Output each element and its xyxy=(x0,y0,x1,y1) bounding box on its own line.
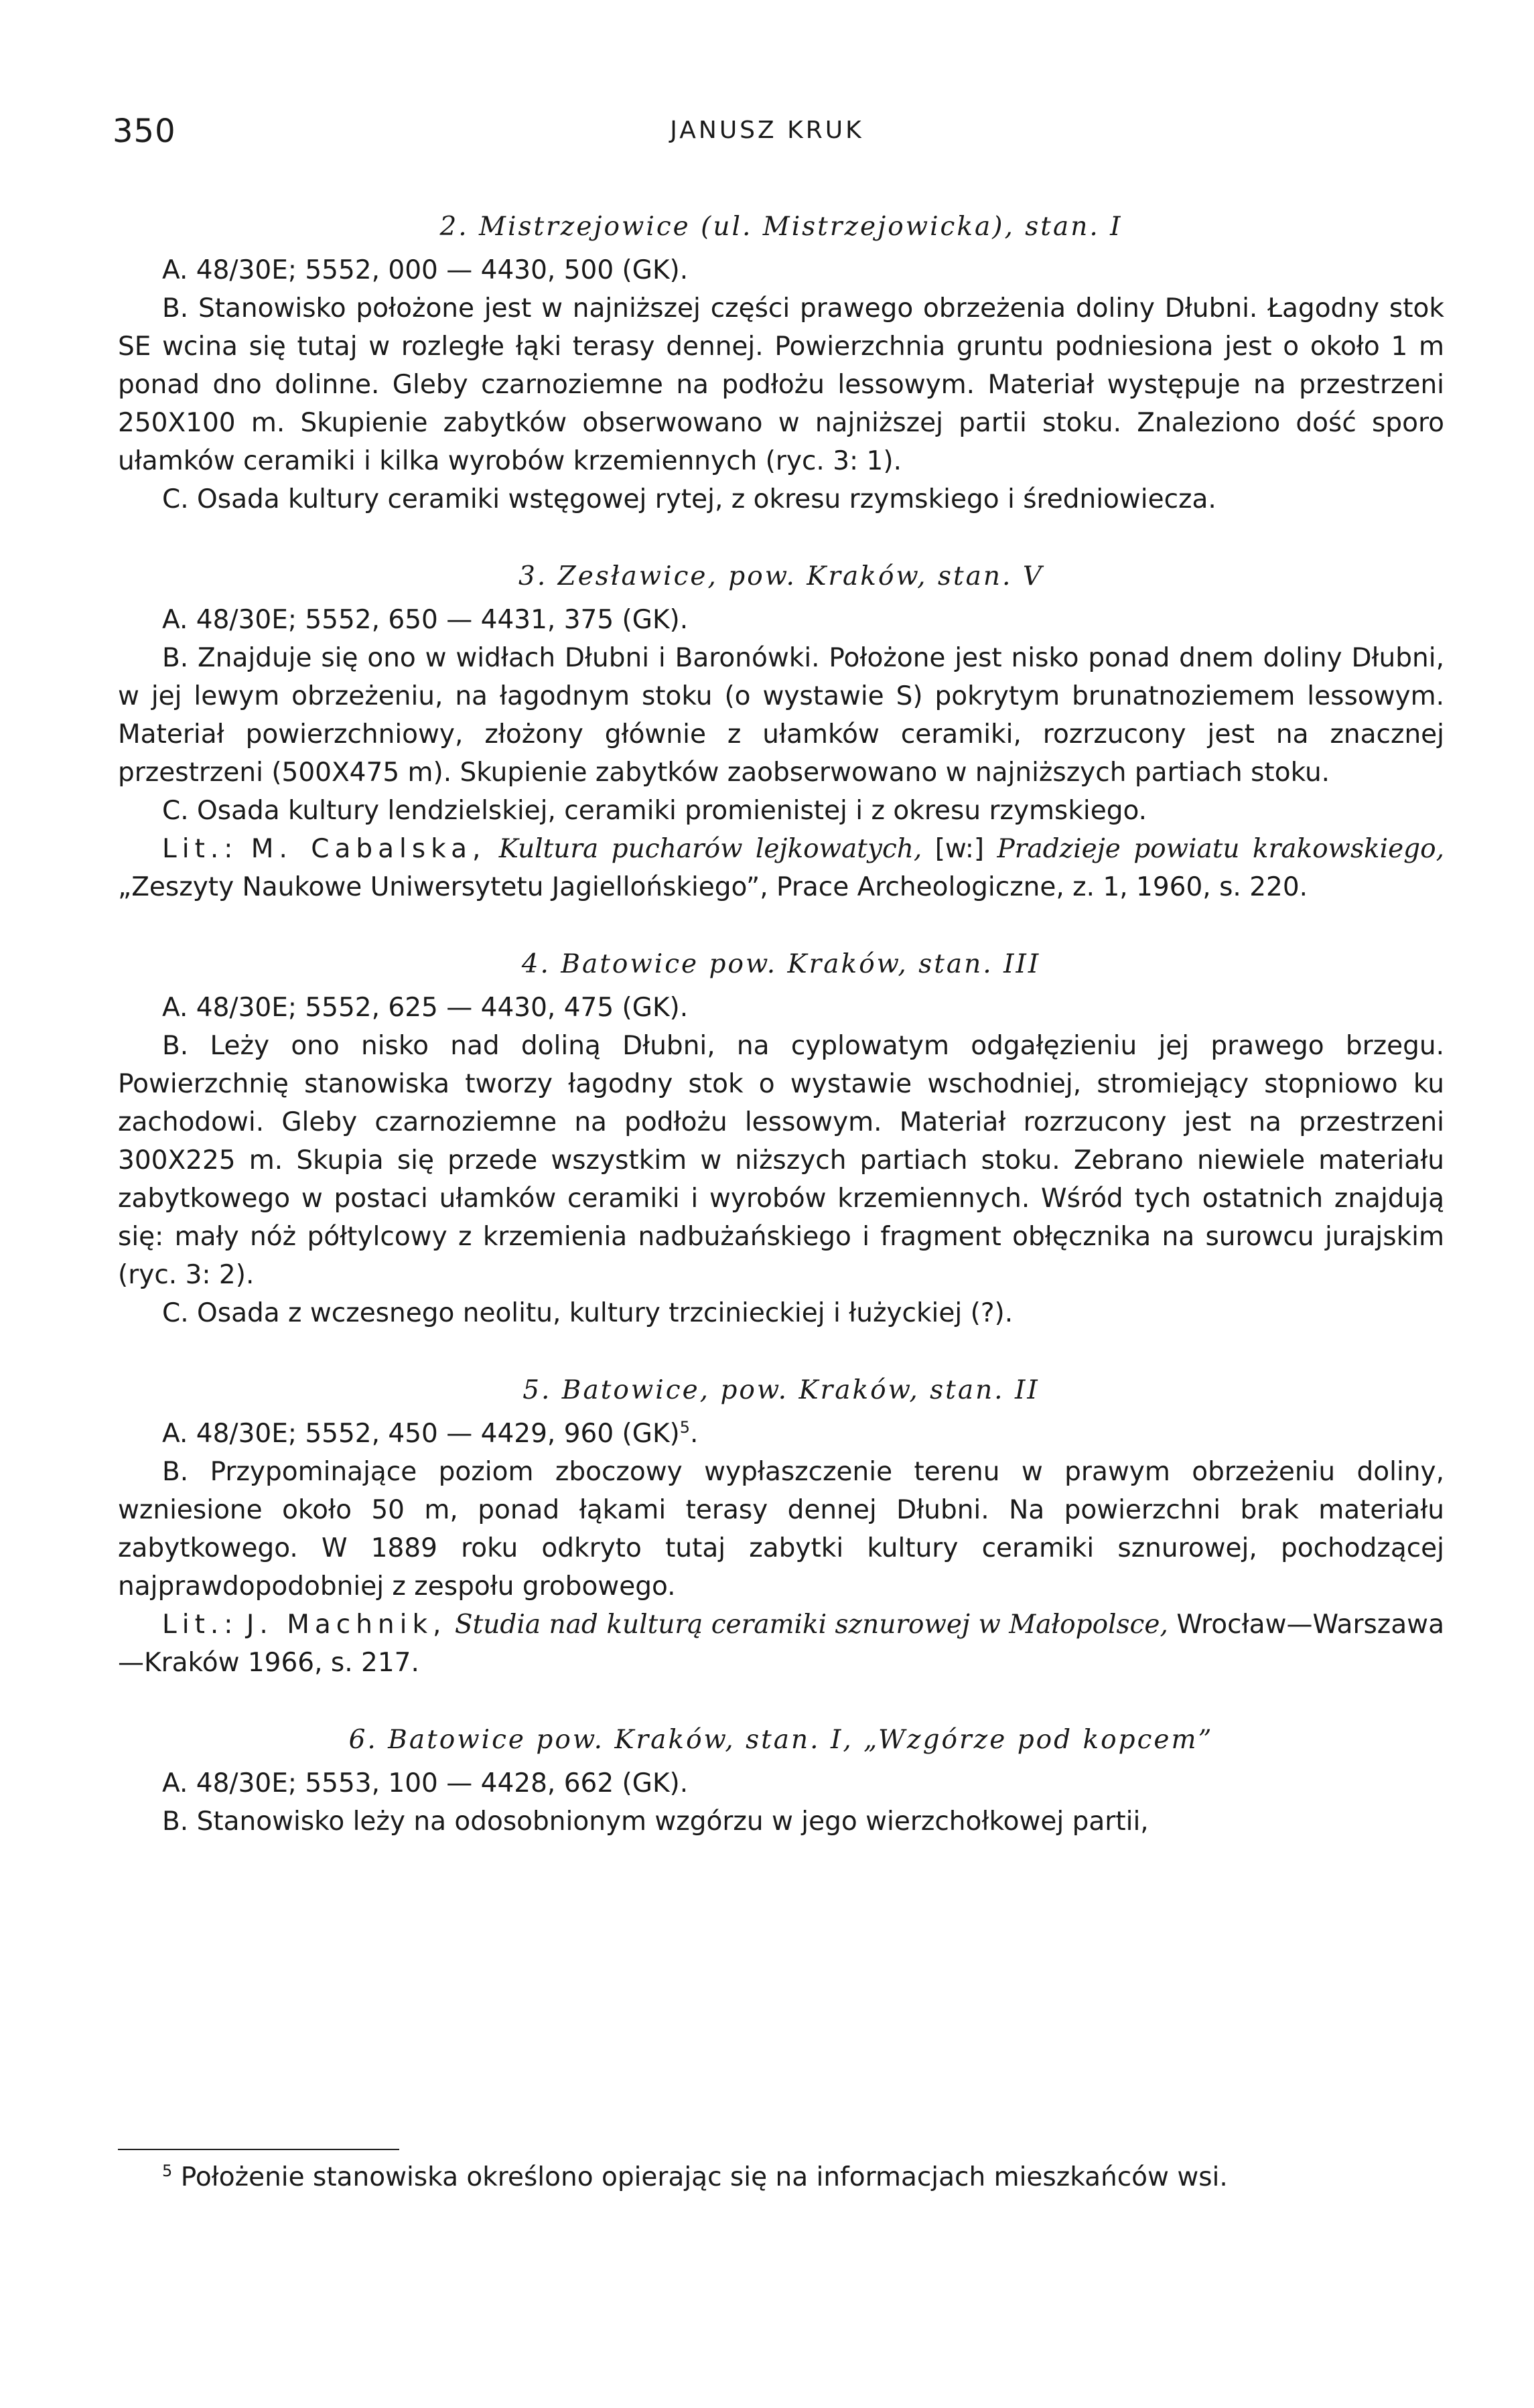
entry-a: A. 48/30E; 5552, 625 — 4430, 475 (GK). xyxy=(162,993,689,1023)
entry-c: C. Osada kultury lendzielskiej, ceramiki promienistej i z okresu rzymskiego. xyxy=(162,796,1147,826)
site-title: 4. Batowice pow. Kraków, stan. III xyxy=(521,949,1041,979)
page-number: 350 xyxy=(113,113,176,150)
site-entry xyxy=(118,557,1444,906)
main-text xyxy=(118,208,1444,1880)
entry-a: A. 48/30E; 5552, 450 — 4429, 960 (GK)$^5$. xyxy=(162,1418,699,1449)
entry-b: B. Przypominające poziom zboczowy wypłaszczenie terenu w prawym obrzeżeniu doliny, wzniesione około 50 m, ponad łąkami terasy dennej Dłubni. Na powierzchni brak materiału zabytkowego. W 1889 roku odkryto tutaj zabytki kultury ceramiki sznurowej, pochodzącej najprawdopodobniej z zespołu grobowego. xyxy=(118,1457,1444,1602)
site-title: 3. Zesławice, pow. Kraków, stan. V xyxy=(518,561,1044,591)
entry-b: B. Stanowisko leży na odosobnionym wzgórzu w jego wierzchołkowej partii, xyxy=(162,1807,1149,1837)
footnote: $^5$ Położenie stanowiska określono opierając się na informacjach mieszkańców wsi. xyxy=(162,2162,1228,2192)
entry-a: A. 48/30E; 5552, 000 — 4430, 500 (GK). xyxy=(162,255,689,285)
site-entry xyxy=(118,1371,1444,1682)
literature: Lit.: J. Machnik, Studia nad kulturą ceramiki sznurowej w Małopolsce, Wrocław—Warszawa—Kraków 1966, s. 217. xyxy=(118,1610,1444,1678)
literature: Lit.: M. Cabalska, Kultura pucharów lejkowatych, [w:] Pradzieje powiatu krakowskiego, „Zeszyty Naukowe Uniwersytetu Jagiellońskiego”, Prace Archeologiczne, z. 1, 1960, s. 220. xyxy=(118,834,1444,902)
site-entry xyxy=(118,1721,1444,1841)
entry-b: B. Znajduje się ono w widłach Dłubni i Baronówki. Położone jest nisko ponad dnem doliny Dłubni, w jej lewym obrzeżeniu, na łagodnym stoku (o wystawie S) pokrytym brunatnoziemem lessowym. Materiał powierzchniowy, złożony głównie z ułamków ceramiki, rozrzucony jest na znacznej przestrzeni (500X475 m). Skupienie zabytków zaobserwowano w najniższych partiach stoku. xyxy=(118,643,1444,788)
entry-c: C. Osada z wczesnego neolitu, kultury trzcinieckiej i łużyckiej (?). xyxy=(162,1298,1014,1328)
footnote-divider xyxy=(118,2149,399,2150)
entry-b: B. Leży ono nisko nad doliną Dłubni, na cyplowatym odgałęzieniu jej prawego brzegu. Powierzchnię stanowiska tworzy łagodny stok o wystawie wschodniej, stromiejący stopniowo ku zachodowi. Gleby czarnoziemne na podłożu lessowym. Materiał rozrzucony jest na przestrzeni 300X225 m. Skupia się przede wszystkim w niższych partiach stoku. Zebrano niewiele materiału zabytkowego w postaci ułamków ceramiki i wyrobów krzemiennych. Wśród tych ostatnich znajdują się: mały nóż półtylcowy z krzemienia nadbużańskiego i fragment obłęcznika na surowcu jurajskim (ryc. 3: 2). xyxy=(118,1031,1445,1290)
site-title: 5. Batowice, pow. Kraków, stan. II xyxy=(522,1375,1040,1405)
site-title: 2. Mistrzejowice (ul. Mistrzejowicka), stan. I xyxy=(439,212,1123,242)
entry-c: C. Osada kultury ceramiki wstęgowej rytej, z okresu rzymskiego i średniowiecza. xyxy=(162,484,1216,514)
footnote-ref: 5 xyxy=(679,1418,691,1437)
entry-b: B. Stanowisko położone jest w najniższej części prawego obrzeżenia doliny Dłubni. Łagodny stok SE wcina się tutaj w rozległe łąki terasy dennej. Powierzchnia gruntu podniesiona jest o około 1 m ponad dno dolinne. Gleby czarnoziemne na podłożu lessowym. Materiał występuje na przestrzeni 250X100 m. Skupienie zabytków obserwowano w najniższej partii stoku. Znaleziono dość sporo ułamków ceramiki i kilka wyrobów krzemiennych (ryc. 3: 1). xyxy=(118,293,1444,476)
site-entry xyxy=(118,208,1444,518)
entry-a: A. 48/30E; 5553, 100 — 4428, 662 (GK). xyxy=(162,1768,689,1798)
footnote-marker: 5 xyxy=(162,2162,173,2180)
entry-a: A. 48/30E; 5552, 650 — 4431, 375 (GK). xyxy=(162,605,689,635)
site-entry xyxy=(118,945,1444,1332)
site-title: 6. Batowice pow. Kraków, stan. I, „Wzgórze pod kopcem” xyxy=(348,1725,1214,1755)
running-head: JANUSZ KRUK xyxy=(670,117,864,144)
